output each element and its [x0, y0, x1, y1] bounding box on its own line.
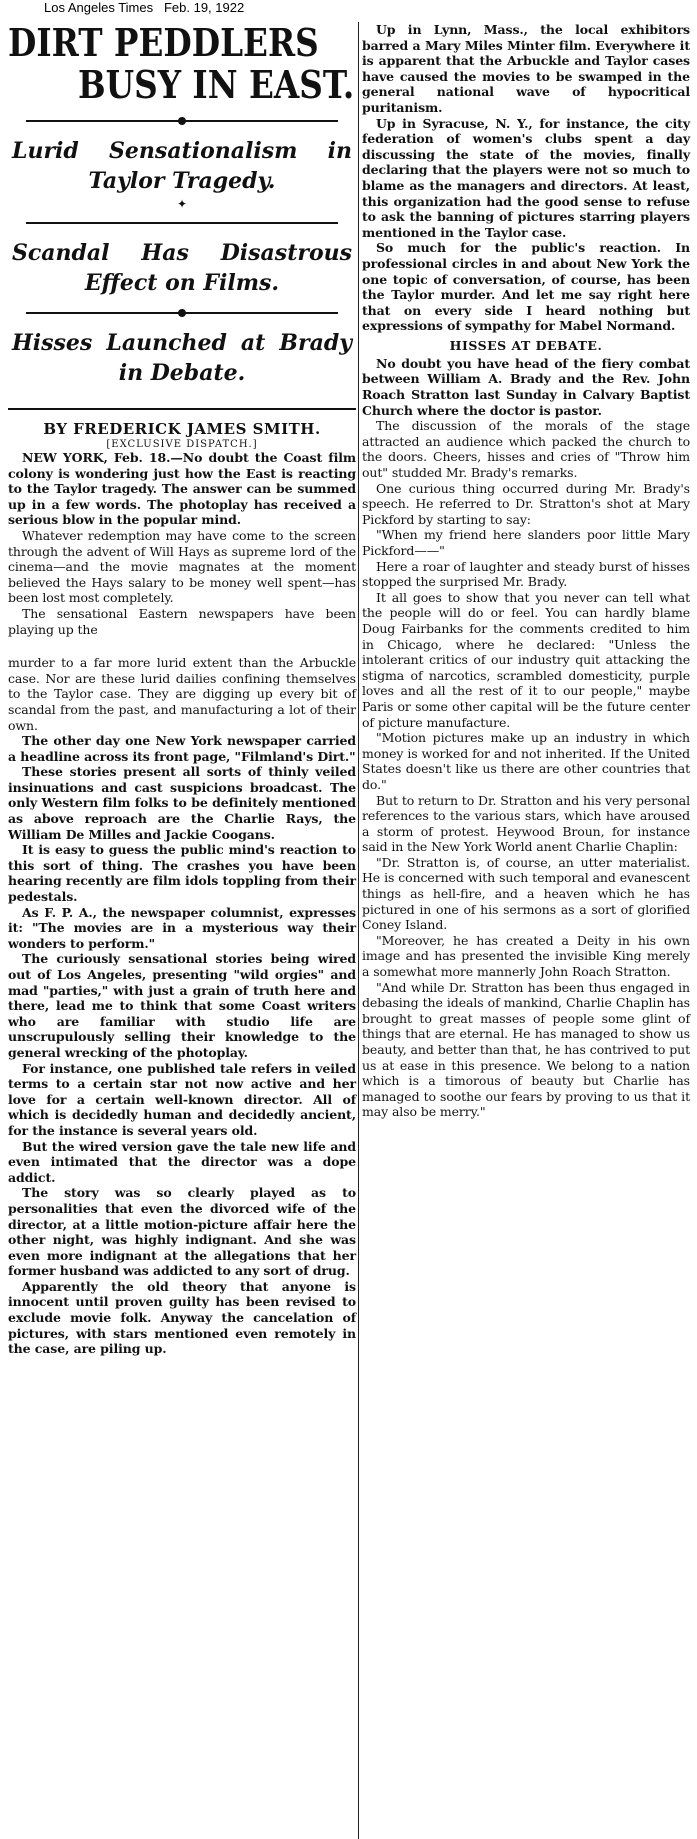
left-paragraph-13: Apparently the old theory that anyone is innocent until proven guilty has been revised to exclude movie folk. Anyway the cancelation of pictures, with stars mentioned even remotely in the case, are piling up. — [8, 1278, 356, 1357]
left-column — [8, 22, 356, 1839]
deck-1-line-2: Taylor Tragedy. — [88, 168, 276, 194]
left-paragraph-1: NEW YORK, Feb. 18.—No doubt the Coast film colony is wondering just how the East is reacting to the Taylor tragedy. The answer can be summed up in a few words. The photoplay has received a serious blow in the popular mind. — [8, 450, 356, 528]
right-paragraph-7: "When my friend here slanders poor little Mary Pickford——" — [362, 527, 690, 558]
left-paragraph-11: But the wired version gave the tale new life and even intimated that the director was a dope addict. — [8, 1138, 356, 1185]
deck-rule-3 — [26, 312, 338, 314]
deck-rule-2 — [26, 222, 338, 224]
dateline: NEW YORK, Feb. 18. — [22, 450, 171, 465]
left-paragraph-4: murder to a far more lurid extent than the Arbuckle case. Nor are these lurid dailies confining themselves to the Taylor case. They are digging up every bit of scandal from the past, and manufacturing a lot of their own. — [8, 655, 356, 733]
byline-rule — [8, 408, 356, 410]
right-paragraph-8: Here a roar of laughter and steady burst of hisses stopped the surprised Mr. Brady. — [362, 558, 690, 590]
column-gap — [8, 637, 356, 655]
left-paragraph-9: The curiously sensational stories being wired out of Los Angeles, presenting "wild orgies" and mad "parties," with just a grain of truth here and there, lead me to think that some Coast writers who are familiar with studio life are unscrupulously selling their knowledge to the general wrecking of the photoplay. — [8, 951, 356, 1060]
right-paragraph-5: The discussion of the morals of the stage attracted an audience which packed the church to the doors. Cheers, hisses and cries of "Throw him out" studded Mr. Brady's remarks. — [362, 418, 690, 481]
right-column — [362, 22, 690, 1839]
right-paragraph-13: "Moreover, he has created a Deity in his own image and has presented the invisible King merely a somewhat more mannerly John Roach Stratton. — [362, 932, 690, 980]
deck-2 — [8, 238, 356, 298]
dispatch-label: [EXCLUSIVE DISPATCH.] — [106, 439, 258, 450]
right-paragraph-1: Up in Lynn, Mass., the local exhibitors barred a Mary Miles Minter film. Everywhere it is apparent that the Arbuckle and Taylor cases have caused the movies to be swamped in the general national wave of hypocritical puritanism. — [362, 22, 690, 115]
left-paragraph-3: The sensational Eastern newspapers have been playing up the — [8, 605, 356, 637]
left-paragraph-7: It is easy to guess the public mind's reaction to this sort of thing. The crashes you have been hearing recently are film idols toppling from their pedestals. — [8, 842, 356, 905]
right-paragraph-9: It all goes to show that you never can tell what the people will do or feel. You can hardly blame Doug Fairbanks for the comments credited to him in Chicago, where he declared: "Unless the intolerant critics of our industry quit attacking the stigma of narcotics, scrambled domesticity, purple loves and all the rest of it to our people," maybe Paris or some other capital will be the future center of picture manufacture. — [362, 589, 690, 730]
left-paragraph-8: As F. P. A., the newspaper columnist, expresses it: "The movies are in a mysterious way their wonders to perform." — [8, 904, 356, 951]
subhead-hisses: HISSES AT DEBATE. — [449, 337, 603, 353]
column-divider — [358, 22, 359, 1839]
right-paragraph-6: One curious thing occurred during Mr. Brady's speech. He referred to Dr. Stratton's shot at Mary Pickford by starting to say: — [362, 480, 690, 527]
right-paragraph-3: So much for the public's reaction. In professional circles in and about New York the one topic of conversation, of course, has been the Taylor murder. And let me say right here that on every side I heard nothing but expressions of sympathy for Mabel Normand. — [362, 240, 690, 334]
left-paragraph-5: The other day one New York newspaper carried a headline across its front page, "Filmland's Dirt." — [8, 733, 356, 764]
star-ornament: ✦ — [176, 197, 188, 211]
deck-2-line-1: Scandal Has Disastrous — [12, 240, 352, 266]
deck-rule-1 — [26, 120, 338, 122]
right-paragraph-12: "Dr. Stratton is, of course, an utter materialist. He is concerned with such temporal and evanescent things as hell-fire, and a heaven which he has pictured in one of his sermons as a sort of glorified Coney Island. — [362, 854, 690, 933]
paper-name: Los Angeles Times — [44, 0, 154, 15]
headline-line-1: DIRT PEDDLERS — [8, 20, 319, 65]
deck-3-line-1: Hisses Launched at Brady — [12, 330, 352, 356]
left-paragraph-12: The story was so clearly played as to personalities that even the divorced wife of the director, at a little motion-picture affair here the other night, was highly indignant. And she was even more indignant at the allegations that her former husband was addicted to any sort of drug. — [8, 1185, 356, 1279]
headline-line-2: BUSY IN EAST. — [78, 62, 355, 107]
deck-1 — [8, 136, 356, 196]
left-paragraph-2: Whatever redemption may have come to the screen through the advent of Will Hays as supreme lord of the cinema—and the movie magnates at the moment believed the Hays salary to be money well spent—has been lost most completely. — [8, 527, 356, 606]
deck-1-line-1: Lurid Sensationalism in — [12, 138, 352, 164]
left-paragraph-6: These stories present all sorts of thinly veiled insinuations and cast suspicions broadcast. The only Western film folks to be definitely mentioned as above reproach are the Charlie Rays, the William De Milles and Jackie Coogans. — [8, 764, 356, 842]
deck-2-line-2: Effect on Films. — [84, 270, 280, 296]
right-paragraph-2: Up in Syracuse, N. Y., for instance, the city federation of women's clubs spent a day discussing the state of the movies, finally declaring that the players were not so much to blame as the managers and directors. At least, this organization had the good sense to refuse to ask the banning of pictures starring players mentioned in the Taylor case. — [362, 115, 690, 240]
byline: BY FREDERICK JAMES SMITH. — [43, 420, 321, 438]
deck-3-line-2: in Debate. — [118, 360, 246, 386]
right-paragraph-14: "And while Dr. Stratton has been thus engaged in debasing the ideals of mankind, Charlie Chaplin has brought to great masses of people some glint of things that are eternal. He has managed to show us beauty, and better than that, he has contrived to put us at ease in this presence. We belong to a nation which is a timorous of beauty but Charlie has managed to soothe our fears by proving to us that it may also be merry." — [362, 979, 690, 1120]
left-paragraph-10: For instance, one published tale refers in veiled terms to a certain star not now active and her love for a certain well-known director. All of which is decidedly human and decidedly ancient, for the instance is several years old. — [8, 1060, 356, 1138]
right-paragraph-11: But to return to Dr. Stratton and his very personal references to the various stars, which have aroused a storm of protest. Heywood Broun, for instance said in the New York World anent Charlie Chaplin: — [362, 792, 691, 855]
right-paragraph-10: "Motion pictures make up an industry in which money is worked for and not inherited. If the United States doesn't like us there are other countries that do." — [362, 730, 690, 792]
deck-3 — [8, 328, 356, 388]
source-line — [44, 0, 244, 15]
right-paragraph-4: No doubt you have head of the fiery combat between William A. Brady and the Rev. John Roach Stratton last Sunday in Calvary Baptist Church where the doctor is pastor. — [362, 355, 690, 418]
paper-date: Feb. 19, 1922 — [163, 0, 245, 15]
